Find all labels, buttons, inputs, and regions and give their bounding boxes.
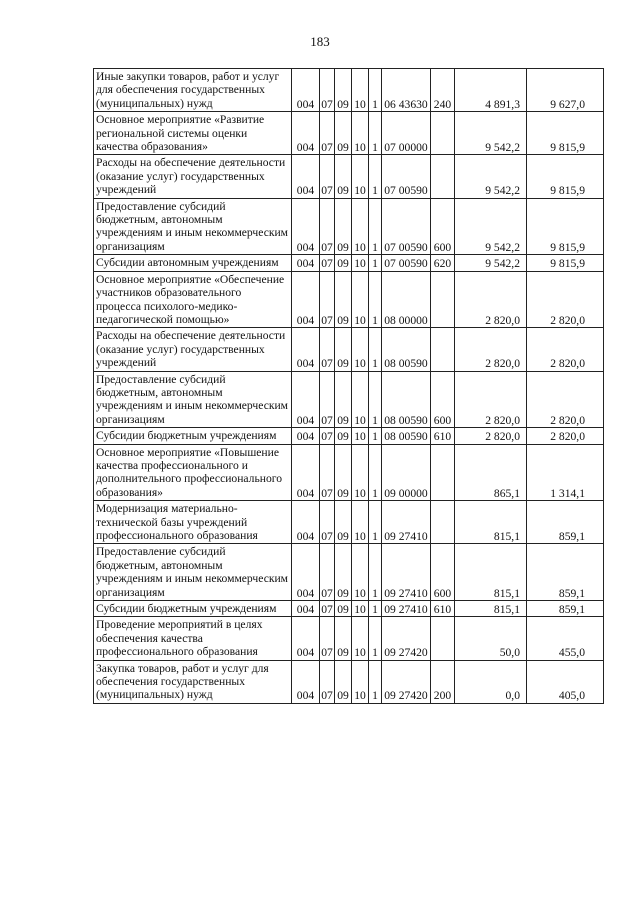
row-name: Субсидии автономным учреждениям [94,255,292,271]
table-row [94,198,604,255]
row-amount-1: 2 820,0 [455,428,527,444]
table-row [94,428,604,444]
row-expense-type: 600 [431,371,455,428]
row-name: Основное мероприятие «Обеспечение участников образовательного процесса психолого-медико-педагогической помощью» [94,271,292,328]
row-amount-1: 815,1 [455,544,527,601]
row-amount-1: 50,0 [455,617,527,660]
row-subprogram-code: 1 [369,544,382,601]
table-row [94,112,604,155]
row-amount-1: 865,1 [455,444,527,501]
row-subprogram-code: 1 [369,255,382,271]
row-subsection-code: 09 [335,617,352,660]
row-expense-type [431,444,455,501]
row-section-code: 07 [320,660,335,703]
row-subprogram-code: 1 [369,328,382,371]
row-section-code: 07 [320,69,335,112]
table-row [94,501,604,544]
row-expense-type: 200 [431,660,455,703]
row-amount-2: 2 820,0 [527,428,604,444]
row-subsection-code: 09 [335,155,352,198]
table-row [94,255,604,271]
table-row [94,660,604,703]
row-subsection-code: 09 [335,444,352,501]
row-ved-code: 004 [292,501,320,544]
row-amount-1: 815,1 [455,501,527,544]
row-program-code: 10 [352,544,369,601]
row-expense-type: 240 [431,69,455,112]
table-row [94,155,604,198]
row-subsection-code: 09 [335,328,352,371]
row-expense-type [431,617,455,660]
row-section-code: 07 [320,198,335,255]
row-amount-2: 2 820,0 [527,371,604,428]
table-row [94,371,604,428]
row-subsection-code: 09 [335,198,352,255]
row-target-article: 08 00000 [382,271,431,328]
row-target-article: 09 00000 [382,444,431,501]
row-program-code: 10 [352,271,369,328]
row-name: Предоставление субсидий бюджетным, автономным учреждениям и иным некоммерческим организациям [94,371,292,428]
row-program-code: 10 [352,428,369,444]
row-expense-type: 610 [431,601,455,617]
row-section-code: 07 [320,112,335,155]
row-name: Основное мероприятие «Повышение качества профессионального и дополнительного профессионального образования» [94,444,292,501]
row-ved-code: 004 [292,601,320,617]
row-program-code: 10 [352,660,369,703]
row-subprogram-code: 1 [369,198,382,255]
row-amount-1: 9 542,2 [455,198,527,255]
row-target-article: 08 00590 [382,428,431,444]
row-section-code: 07 [320,601,335,617]
row-target-article: 07 00590 [382,255,431,271]
row-expense-type [431,328,455,371]
row-ved-code: 004 [292,328,320,371]
row-target-article: 09 27410 [382,501,431,544]
row-amount-2: 9 815,9 [527,112,604,155]
row-subprogram-code: 1 [369,501,382,544]
row-expense-type [431,155,455,198]
row-amount-1: 0,0 [455,660,527,703]
row-program-code: 10 [352,198,369,255]
row-program-code: 10 [352,155,369,198]
row-amount-1: 815,1 [455,601,527,617]
row-target-article: 07 00000 [382,112,431,155]
row-subsection-code: 09 [335,660,352,703]
row-name: Субсидии бюджетным учреждениям [94,601,292,617]
row-target-article: 09 27410 [382,601,431,617]
row-amount-1: 9 542,2 [455,255,527,271]
row-target-article: 09 27420 [382,660,431,703]
row-amount-2: 859,1 [527,601,604,617]
table-row [94,601,604,617]
row-name: Модернизация материально-технической базы учреждений профессионального образования [94,501,292,544]
row-target-article: 08 00590 [382,328,431,371]
row-program-code: 10 [352,69,369,112]
row-amount-1: 2 820,0 [455,371,527,428]
row-target-article: 07 00590 [382,198,431,255]
row-name: Расходы на обеспечение деятельности (оказание услуг) государственных учреждений [94,328,292,371]
row-subsection-code: 09 [335,428,352,444]
row-name: Предоставление субсидий бюджетным, автономным учреждениям и иным некоммерческим организациям [94,544,292,601]
row-name: Расходы на обеспечение деятельности (оказание услуг) государственных учреждений [94,155,292,198]
row-program-code: 10 [352,444,369,501]
row-subprogram-code: 1 [369,617,382,660]
table-row [94,328,604,371]
row-expense-type: 600 [431,198,455,255]
row-expense-type: 610 [431,428,455,444]
row-subprogram-code: 1 [369,428,382,444]
row-section-code: 07 [320,328,335,371]
row-amount-1: 2 820,0 [455,328,527,371]
row-subsection-code: 09 [335,544,352,601]
row-section-code: 07 [320,255,335,271]
row-program-code: 10 [352,328,369,371]
row-amount-2: 2 820,0 [527,271,604,328]
row-name: Предоставление субсидий бюджетным, автономным учреждениям и иным некоммерческим организациям [94,198,292,255]
row-subprogram-code: 1 [369,112,382,155]
row-subprogram-code: 1 [369,371,382,428]
page-number: 183 [310,34,330,49]
table-row [94,69,604,112]
row-amount-2: 1 314,1 [527,444,604,501]
row-amount-2: 455,0 [527,617,604,660]
row-subsection-code: 09 [335,112,352,155]
row-ved-code: 004 [292,444,320,501]
row-name: Основное мероприятие «Развитие региональной системы оценки качества образования» [94,112,292,155]
budget-table [93,68,604,704]
row-expense-type [431,501,455,544]
row-subsection-code: 09 [335,371,352,428]
row-expense-type: 620 [431,255,455,271]
row-program-code: 10 [352,601,369,617]
row-section-code: 07 [320,501,335,544]
row-name: Субсидии бюджетным учреждениям [94,428,292,444]
row-amount-2: 859,1 [527,501,604,544]
row-subsection-code: 09 [335,69,352,112]
row-subsection-code: 09 [335,255,352,271]
table-body [94,69,604,704]
row-subsection-code: 09 [335,271,352,328]
row-amount-2: 9 815,9 [527,155,604,198]
row-subprogram-code: 1 [369,155,382,198]
row-target-article: 09 27410 [382,544,431,601]
row-subsection-code: 09 [335,501,352,544]
row-amount-2: 859,1 [527,544,604,601]
row-amount-2: 405,0 [527,660,604,703]
row-program-code: 10 [352,255,369,271]
row-subprogram-code: 1 [369,271,382,328]
table-row [94,271,604,328]
row-subprogram-code: 1 [369,660,382,703]
row-amount-1: 4 891,3 [455,69,527,112]
row-target-article: 06 43630 [382,69,431,112]
row-amount-1: 9 542,2 [455,155,527,198]
row-amount-2: 9 627,0 [527,69,604,112]
row-program-code: 10 [352,371,369,428]
row-section-code: 07 [320,271,335,328]
table-row [94,444,604,501]
row-ved-code: 004 [292,69,320,112]
row-subsection-code: 09 [335,601,352,617]
row-subprogram-code: 1 [369,444,382,501]
table-row [94,544,604,601]
row-program-code: 10 [352,112,369,155]
row-ved-code: 004 [292,271,320,328]
row-ved-code: 004 [292,198,320,255]
row-name: Проведение мероприятий в целях обеспечения качества профессионального образования [94,617,292,660]
row-ved-code: 004 [292,112,320,155]
row-ved-code: 004 [292,544,320,601]
row-expense-type: 600 [431,544,455,601]
row-program-code: 10 [352,617,369,660]
row-section-code: 07 [320,444,335,501]
row-subprogram-code: 1 [369,601,382,617]
row-target-article: 09 27420 [382,617,431,660]
row-name: Закупка товаров, работ и услуг для обеспечения государственных (муниципальных) нужд [94,660,292,703]
row-target-article: 07 00590 [382,155,431,198]
row-amount-1: 9 542,2 [455,112,527,155]
row-subprogram-code: 1 [369,69,382,112]
row-ved-code: 004 [292,371,320,428]
row-ved-code: 004 [292,617,320,660]
row-name: Иные закупки товаров, работ и услуг для обеспечения государственных (муниципальных) нужд [94,69,292,112]
table-row [94,617,604,660]
row-amount-2: 9 815,9 [527,255,604,271]
row-target-article: 08 00590 [382,371,431,428]
row-ved-code: 004 [292,155,320,198]
row-ved-code: 004 [292,660,320,703]
row-section-code: 07 [320,155,335,198]
row-program-code: 10 [352,501,369,544]
row-ved-code: 004 [292,428,320,444]
row-ved-code: 004 [292,255,320,271]
row-expense-type [431,112,455,155]
row-section-code: 07 [320,544,335,601]
row-section-code: 07 [320,617,335,660]
row-amount-1: 2 820,0 [455,271,527,328]
row-amount-2: 2 820,0 [527,328,604,371]
row-section-code: 07 [320,371,335,428]
row-section-code: 07 [320,428,335,444]
row-expense-type [431,271,455,328]
row-amount-2: 9 815,9 [527,198,604,255]
